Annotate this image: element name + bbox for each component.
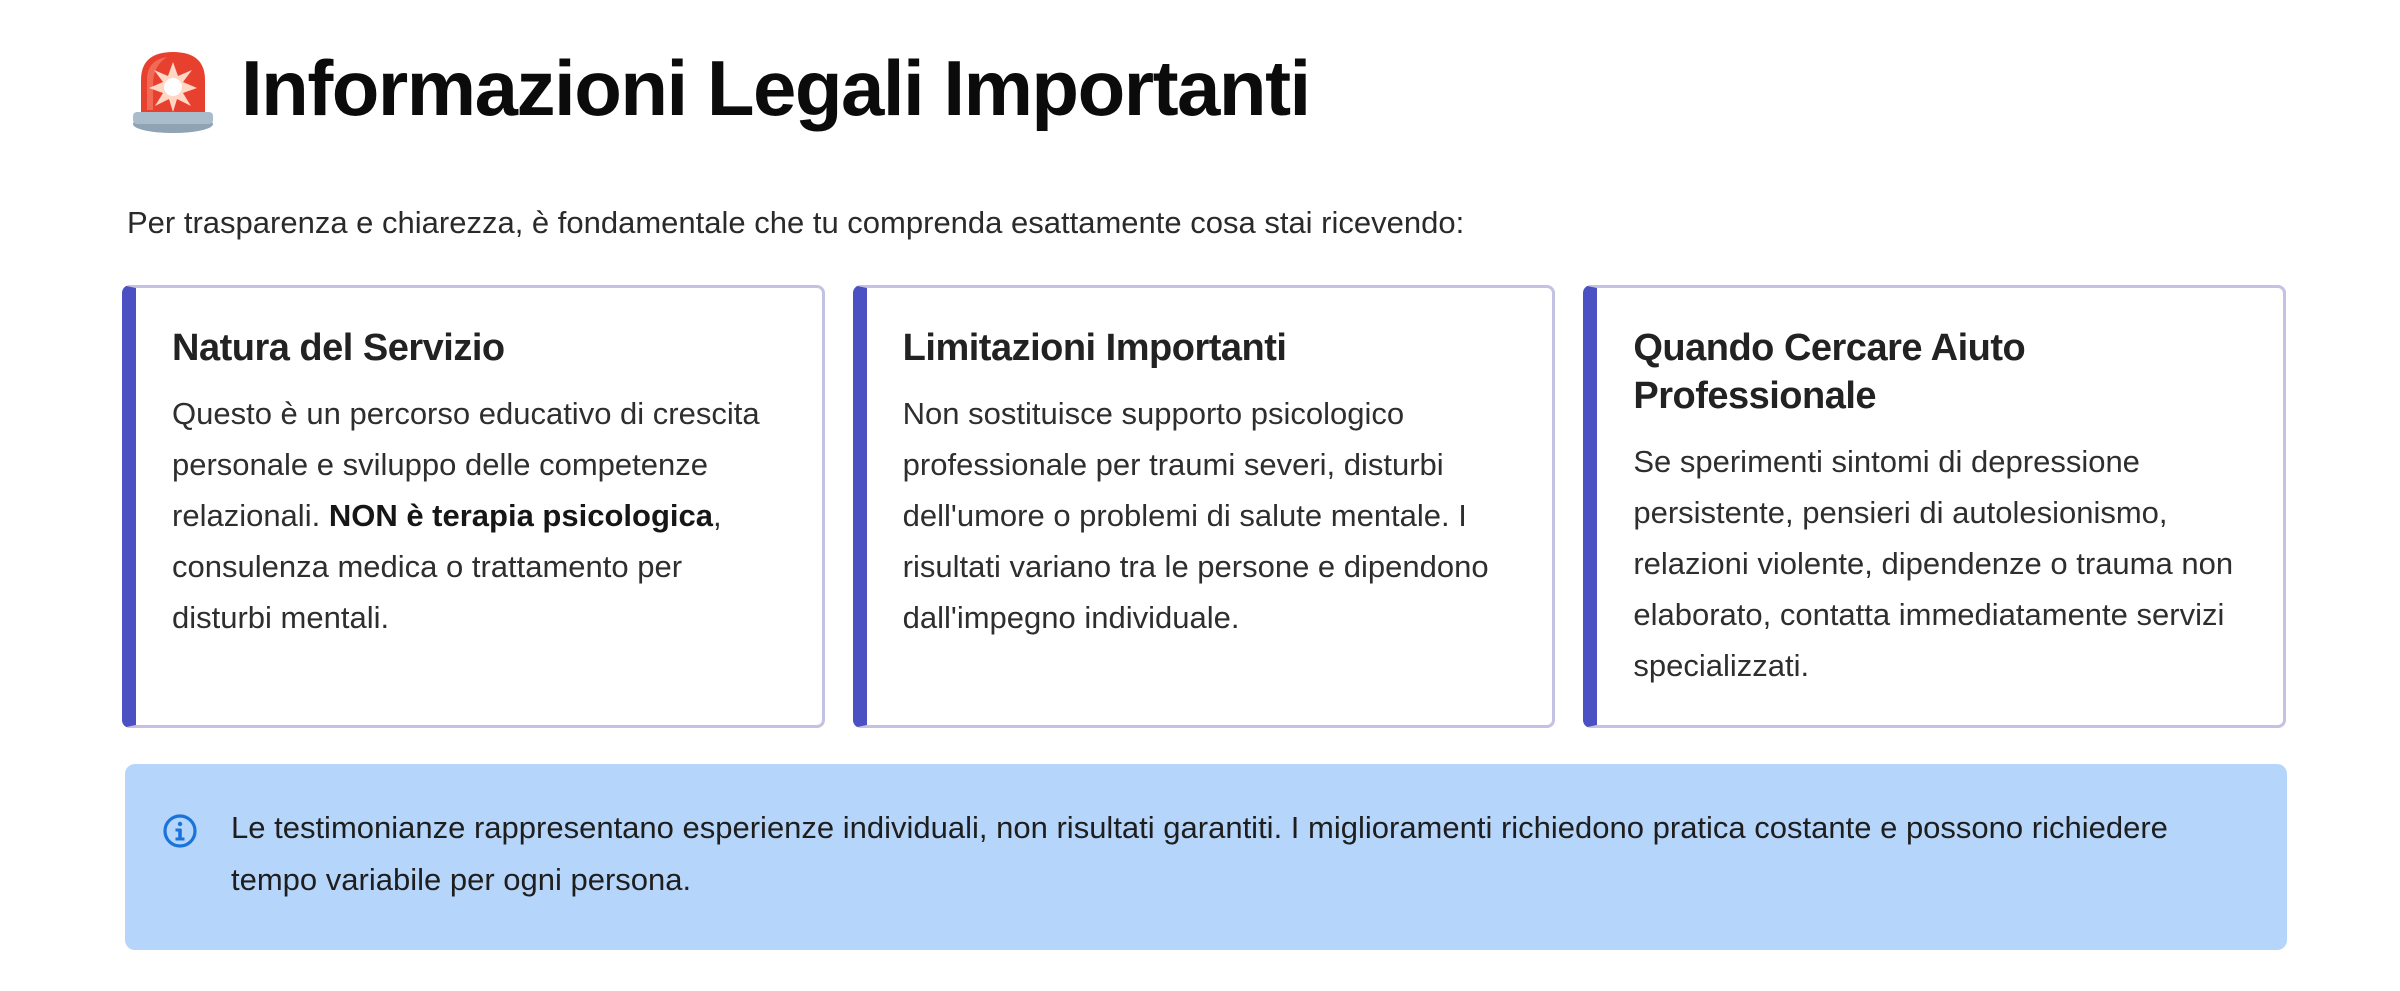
title-row: [125, 38, 1310, 138]
card-body-text-end: , consulenza medica o trattamento per disturbi mentali.: [172, 498, 722, 635]
card-body-emphasis: NON è terapia psicologica: [328, 498, 713, 533]
card-body-text: Questo è un percorso educativo di crescita personale e sviluppo delle competenze relazionali.: [172, 396, 760, 533]
card-service-nature: [122, 285, 825, 728]
card-body: [172, 388, 788, 643]
intro-text: Per trasparenza e chiarezza, è fondamentale che tu comprenda esattamente cosa stai ricevendo:: [127, 205, 1465, 240]
info-icon: [161, 812, 199, 850]
card-body: Non sostituisce supporto psicologico professionale per traumi severi, disturbi dell'umore o problemi di salute mentale. I risultati variano tra le persone e dipendono dall'impegno individuale.: [902, 396, 1489, 635]
card-title: Natura del Servizio: [172, 327, 505, 369]
card-title: Limitazioni Importanti: [902, 327, 1287, 369]
testimonial-disclaimer: [125, 764, 2287, 950]
card-professional-help: [1583, 285, 2286, 728]
info-cards: [122, 285, 2286, 728]
card-body: Se sperimenti sintomi di depressione persistente, pensieri di autolesionismo, relazioni violente, dipendenze o trauma non elaborato, contatta immediatamente servizi specializzati.: [1633, 444, 2234, 683]
notice-text: Le testimonianze rappresentano esperienze individuali, non risultati garantiti. I miglioramenti richiedono pratica costante e possono richiedere tempo variabile per ogni persona.: [231, 810, 2168, 897]
card-title: Quando Cercare Aiuto Professionale: [1633, 327, 2026, 417]
page-title: Informazioni Legali Importanti: [241, 44, 1310, 132]
siren-icon: [125, 40, 221, 136]
card-limitations: [853, 285, 1556, 728]
